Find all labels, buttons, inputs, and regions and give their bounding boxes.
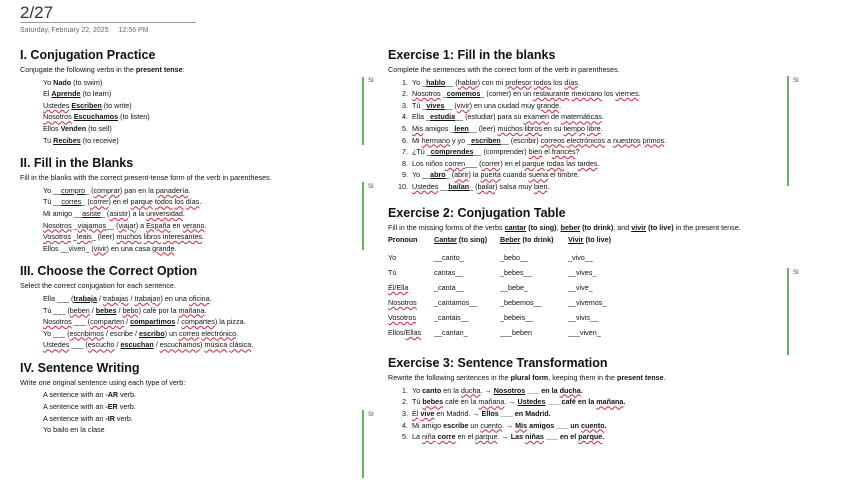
table-cell: _vivo__	[568, 253, 593, 263]
table-row	[388, 297, 648, 312]
section-title: IV. Sentence Writing	[20, 360, 140, 375]
list-item: 3. Él vive en Madrid. → Ellos ___ en Madrid.	[410, 408, 788, 420]
table-cell: _bebes__	[500, 268, 532, 278]
column-header: Pronoun	[388, 235, 418, 245]
list-item: Ustedes Escriben (to write)	[43, 100, 132, 110]
list-item: 4. Mi amigo escribe un cuento. → Mis amigos ___ un cuento.	[410, 420, 788, 432]
margin-bar	[362, 77, 364, 145]
table-row	[388, 327, 648, 342]
table-cell: _cantais__	[434, 313, 469, 323]
table-cell: _bebemos__	[500, 298, 542, 308]
table-cell: _cantamos__	[434, 298, 478, 308]
table-cell: __vives_	[568, 268, 597, 278]
list-item: 5. Mis amigos _leen__ (leer) muchos libros en su tiempo libre.	[410, 123, 788, 135]
margin-tag: SI	[793, 78, 799, 84]
list-item: Vosotros _leais_ (leer) muchos libros interesantes.	[43, 232, 205, 242]
table-cell: __cantan_	[434, 328, 468, 338]
choose-option-list	[20, 293, 360, 351]
list-item: Yo ___ (escribimos / escribe / escribo) un correo electrónico.	[43, 328, 239, 338]
section-title: I. Conjugation Practice	[20, 48, 156, 62]
left-column	[20, 48, 360, 436]
section-title: III. Choose the Correct Option	[20, 264, 198, 279]
margin-bar	[787, 268, 789, 355]
exercise-intro: Rewrite the following sentences in the plural form, keeping them in the present tense.	[388, 373, 666, 383]
list-item: Mi amigo __asiste_ (asistir) a la universidad.	[43, 208, 185, 218]
list-item: Ella ___ (trabaja / trabajas / trabajan) en una oficina.	[43, 293, 212, 303]
list-item: 8. Los niños corren___ (correr) en el parque todas las tardes.	[410, 158, 788, 170]
table-cell: cantas__	[434, 268, 464, 278]
list-item: 2. Tú bebes café en la mañana. → Ustedes ___ café en la mañana.	[410, 396, 788, 408]
table-row	[388, 252, 648, 267]
exercise-1-list	[388, 77, 788, 193]
section-intro: Fill in the blanks with the correct present-tense form of the verb in parentheses.	[20, 173, 272, 183]
right-column	[388, 48, 788, 443]
table-cell: ___viven_	[568, 328, 601, 338]
margin-tag: SI	[793, 270, 799, 276]
table-cell: ___beben	[500, 328, 532, 338]
section-title: II. Fill in the Blanks	[20, 156, 134, 171]
list-item: 5. La niña corre en el parque. → Las niñas ___ en el parque.	[410, 431, 788, 443]
table-cell: Él/Ella	[388, 283, 409, 293]
margin-tag: SI	[368, 184, 374, 190]
table-cell: _bebeis__	[500, 313, 534, 323]
table-cell: __canto_	[434, 253, 464, 263]
exercise-intro: Complete the sentences with the correct form of the verb in parentheses.	[388, 65, 620, 74]
exercise-title: Exercise 3: Sentence Transformation	[388, 356, 608, 371]
list-item: Yo bailo en la clase	[43, 425, 105, 435]
page-counter: 2/27	[20, 3, 54, 22]
table-cell: _bebo__	[500, 253, 528, 263]
list-item: 9. Yo __abro_ (abrir) la puerta cuando suena el timbre.	[410, 169, 788, 181]
list-item: Yo __compro_ (comprar) pan en la panadería.	[43, 185, 191, 195]
sentence-writing-list	[20, 389, 360, 435]
column-header: Vivir (to live)	[568, 235, 612, 245]
table-cell: _canta__	[434, 283, 464, 293]
table-cell: Ellos/Ellas	[388, 328, 422, 338]
table-cell: __vivis__	[568, 313, 598, 323]
list-item: Ellos __viven_ (vivir) en una casa grande.	[43, 243, 177, 253]
note-time: 12:56 PM	[118, 27, 149, 34]
list-item: 7. ¿Tú _comprendes__ (comprender) bien el francés?	[410, 146, 788, 158]
list-item: 10. Ustedes __bailan_ (bailar) salsa muy bien.	[410, 181, 788, 193]
table-cell: Yo	[388, 253, 397, 263]
section-intro: Conjugate the following verbs in the present tense:	[20, 65, 185, 74]
margin-tag: SI	[368, 78, 374, 84]
list-item: 4. Ella _estudia__ (estudiar) para su examen de matemáticas.	[410, 111, 788, 123]
list-item: Nosotros _viajamos__ (viajar) a España en verano.	[43, 220, 207, 230]
fill-blank-list	[20, 185, 360, 255]
note-date: Saturday, February 22, 2025	[20, 27, 109, 34]
list-item: Tú ___ (beben / bebes / bebo) café por la mañana.	[43, 305, 207, 315]
section-intro: Select the correct conjugation for each sentence.	[20, 281, 176, 291]
column-header: Cantar (to sing)	[434, 235, 488, 245]
margin-tag: SI	[368, 412, 374, 418]
list-item: A sentence with an -ER verb.	[43, 402, 136, 412]
exercise-title: Exercise 2: Conjugation Table	[388, 205, 566, 220]
header-divider	[20, 22, 196, 23]
list-item: Ellos Venden (to sell)	[43, 123, 112, 133]
table-header-row	[388, 234, 648, 252]
conjugation-table	[388, 234, 648, 342]
note-timestamp	[20, 27, 159, 34]
exercise-intro: Fill in the missing forms of the verbs cantar (to sing), beber (to drink), and vivir (to live) in the present tense.	[388, 222, 741, 232]
table-cell: __vivemos_	[568, 298, 607, 308]
list-item: Yo Nado (to swim)	[43, 77, 103, 87]
conjugation-list	[20, 77, 360, 147]
list-item: 2. Nosotros _comemos_ (comer) en un restaurante mexicano los viernes.	[410, 88, 788, 100]
column-header: Beber (to drink)	[500, 235, 554, 245]
list-item: 3. Tú _vives__ (vivir) en una ciudad muy grande.	[410, 100, 788, 112]
list-item: Nosotros Escuchamos (to listen)	[43, 112, 150, 122]
exercise-title: Exercise 1: Fill in the blanks	[388, 48, 556, 62]
list-item: 6. Mi hermano y yo _escriben__ (escribir) correos electrónicos a nuestros primos.	[410, 135, 788, 147]
list-item: Nosotros ___ (comparten / compartimos / compartes) la pizza.	[43, 317, 246, 327]
list-item: Ustedes ___ (escucho / escuchan / escuchamos) música clásica.	[43, 340, 254, 350]
list-item: A sentence with an -IR verb.	[43, 413, 133, 423]
list-item: A sentence with an -AR verb.	[43, 390, 137, 400]
list-item: Tú __corres_ (correr) en el parque todos los días.	[43, 197, 202, 207]
margin-bar	[362, 182, 364, 250]
margin-bar	[787, 76, 789, 186]
table-row	[388, 282, 648, 297]
list-item: El Aprende (to learn)	[43, 89, 112, 99]
list-item: 1. Yo canto en la ducha. → Nosotros ___ en la ducha.	[410, 385, 788, 397]
margin-bar	[362, 410, 364, 478]
list-item: 1. Yo _hablo__ (hablar) con mi profesor todos los días.	[410, 77, 788, 89]
table-cell: Vosotros	[388, 313, 416, 323]
table-row	[388, 267, 648, 282]
table-cell: Nosotros	[388, 298, 417, 308]
table-cell: Tú	[388, 268, 397, 278]
table-row	[388, 312, 648, 327]
table-cell: __bebe_	[500, 283, 528, 293]
list-item: Tu Recibes (to receive)	[43, 135, 119, 145]
exercise-3-list	[388, 385, 788, 443]
table-cell: __vive_	[568, 283, 593, 293]
section-intro: Write one original sentence using each type of verb:	[20, 377, 186, 387]
